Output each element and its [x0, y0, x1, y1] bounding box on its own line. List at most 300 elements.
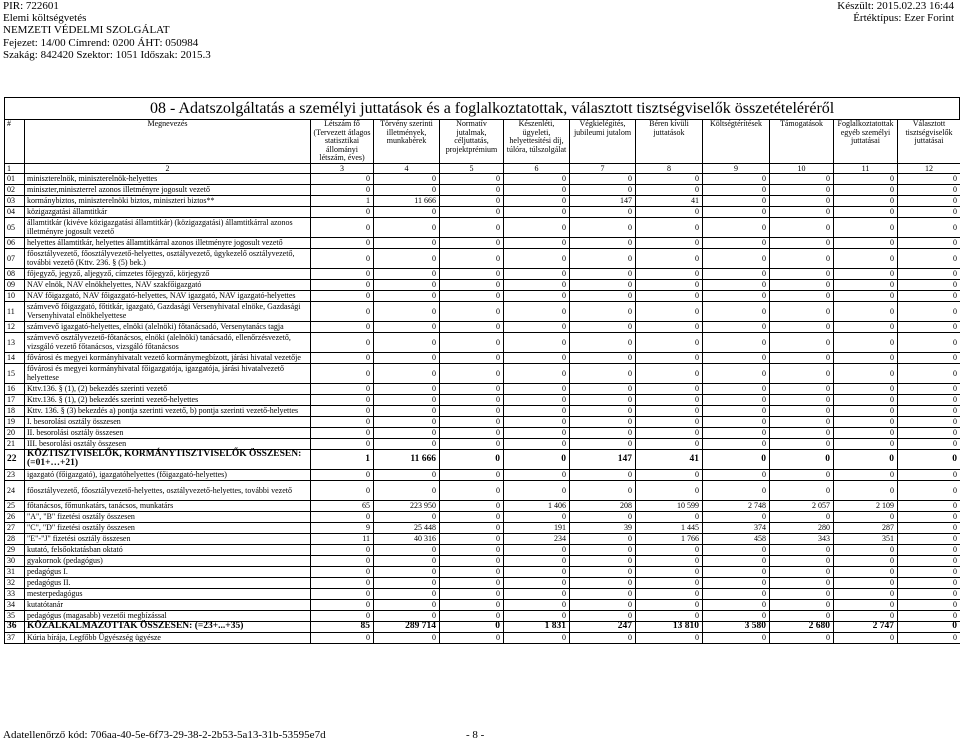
- value-cell: 0: [834, 290, 898, 301]
- value-cell: 0: [703, 301, 770, 321]
- value-cell: 0: [636, 363, 703, 383]
- value-cell: 208: [570, 500, 636, 511]
- row-name: kutató, felsőoktatásban oktató: [25, 544, 311, 555]
- value-cell: 0: [311, 632, 374, 643]
- value-cell: 0: [570, 173, 636, 184]
- value-cell: 0: [311, 248, 374, 268]
- value-cell: 0: [703, 173, 770, 184]
- value-cell: 0: [703, 555, 770, 566]
- value-cell: 0: [374, 173, 440, 184]
- value-cell: 0: [898, 248, 960, 268]
- value-cell: 0: [898, 405, 960, 416]
- value-cell: 0: [834, 268, 898, 279]
- value-cell: 0: [440, 632, 504, 643]
- row-name: KÖZALKALMAZOTTAK ÖSSZESEN: (=23+...+35): [25, 621, 311, 632]
- column-number: 11: [834, 163, 898, 173]
- value-cell: 0: [570, 533, 636, 544]
- value-cell: 0: [703, 363, 770, 383]
- column-header: Törvény szerinti illetmények, munkabérek: [374, 120, 440, 164]
- table-row: [5, 555, 960, 566]
- value-cell: 0: [570, 555, 636, 566]
- value-cell: 0: [898, 621, 960, 632]
- value-cell: 0: [834, 173, 898, 184]
- row-name: kutatótanár: [25, 599, 311, 610]
- value-cell: 0: [834, 449, 898, 469]
- value-cell: 0: [440, 416, 504, 427]
- value-cell: 0: [504, 610, 570, 621]
- value-cell: 0: [636, 438, 703, 449]
- value-cell: 0: [898, 184, 960, 195]
- value-cell: 0: [440, 480, 504, 500]
- value-cell: 0: [311, 184, 374, 195]
- value-cell: 0: [636, 248, 703, 268]
- column-header: Béren kívüli juttatások: [636, 120, 703, 164]
- value-cell: 0: [374, 290, 440, 301]
- report-header-right: [837, 0, 954, 24]
- value-cell: 0: [636, 632, 703, 643]
- table-row: [5, 438, 960, 449]
- table-row: [5, 248, 960, 268]
- row-number: 31: [5, 566, 25, 577]
- sector-info: Szakág: 842420 Szektor: 1051 Időszak: 2015.3: [3, 48, 211, 61]
- value-cell: 1: [311, 195, 374, 206]
- table-row: [5, 352, 960, 363]
- value-cell: 2 680: [770, 621, 834, 632]
- value-cell: 0: [703, 332, 770, 352]
- value-cell: 0: [898, 555, 960, 566]
- value-cell: 0: [374, 555, 440, 566]
- table-row: [5, 279, 960, 290]
- value-cell: 0: [770, 588, 834, 599]
- value-cell: 0: [898, 195, 960, 206]
- value-cell: 0: [374, 237, 440, 248]
- value-cell: 0: [504, 184, 570, 195]
- value-cell: 0: [703, 290, 770, 301]
- value-cell: 0: [770, 383, 834, 394]
- value-cell: 0: [440, 195, 504, 206]
- value-cell: 0: [374, 217, 440, 237]
- value-cell: 0: [770, 610, 834, 621]
- value-cell: 2 109: [834, 500, 898, 511]
- row-name: Kttv.136. § (1), (2) bekezdés szerinti vezető-helyettes: [25, 394, 311, 405]
- value-cell: 0: [570, 610, 636, 621]
- column-header: Foglalkoztatottak egyéb személyi juttatásai: [834, 120, 898, 164]
- value-cell: 41: [636, 449, 703, 469]
- value-cell: 0: [570, 279, 636, 290]
- value-cell: 0: [440, 533, 504, 544]
- value-cell: 0: [504, 217, 570, 237]
- value-cell: 0: [570, 511, 636, 522]
- table-row: [5, 217, 960, 237]
- column-header: #: [5, 120, 25, 164]
- value-cell: 0: [636, 577, 703, 588]
- value-cell: 0: [440, 383, 504, 394]
- value-cell: 0: [770, 301, 834, 321]
- report-header-left: [3, 0, 211, 61]
- value-cell: 0: [898, 394, 960, 405]
- row-number: 03: [5, 195, 25, 206]
- value-cell: 0: [440, 438, 504, 449]
- value-cell: 0: [311, 332, 374, 352]
- value-cell: 0: [311, 555, 374, 566]
- value-cell: 0: [570, 416, 636, 427]
- value-cell: 0: [834, 566, 898, 577]
- column-header: Normatív jutalmak, céljuttatás, projektprémium: [440, 120, 504, 164]
- table-row: [5, 522, 960, 533]
- row-number: 34: [5, 599, 25, 610]
- row-number: 06: [5, 237, 25, 248]
- table-body: [5, 173, 960, 643]
- value-cell: 0: [311, 588, 374, 599]
- value-cell: 0: [703, 416, 770, 427]
- row-number: 04: [5, 206, 25, 217]
- value-cell: 0: [311, 279, 374, 290]
- value-cell: 0: [374, 352, 440, 363]
- row-name: pedagógus I.: [25, 566, 311, 577]
- value-cell: 0: [311, 394, 374, 405]
- value-cell: 0: [504, 383, 570, 394]
- value-cell: 0: [636, 268, 703, 279]
- value-cell: 0: [570, 599, 636, 610]
- value-cell: 0: [570, 184, 636, 195]
- value-cell: 0: [703, 383, 770, 394]
- column-number: 1: [5, 163, 25, 173]
- row-number: 16: [5, 383, 25, 394]
- value-cell: 0: [898, 533, 960, 544]
- row-number: 08: [5, 268, 25, 279]
- value-cell: 0: [570, 321, 636, 332]
- value-cell: 0: [636, 332, 703, 352]
- value-cell: 2 057: [770, 500, 834, 511]
- value-cell: 0: [770, 279, 834, 290]
- value-cell: 0: [703, 394, 770, 405]
- value-cell: 0: [898, 321, 960, 332]
- table-row: [5, 268, 960, 279]
- value-cell: 0: [898, 416, 960, 427]
- table-row: [5, 449, 960, 469]
- value-cell: 0: [311, 511, 374, 522]
- value-cell: 0: [570, 577, 636, 588]
- value-cell: 0: [898, 566, 960, 577]
- value-cell: 0: [374, 383, 440, 394]
- value-cell: 0: [311, 469, 374, 480]
- value-cell: 0: [834, 511, 898, 522]
- value-cell: 41: [636, 195, 703, 206]
- row-name: I. besorolási osztály összesen: [25, 416, 311, 427]
- value-cell: 0: [504, 566, 570, 577]
- row-name: Kttv.136. § (1), (2) bekezdés szerinti vezető: [25, 383, 311, 394]
- value-cell: 0: [834, 248, 898, 268]
- column-number: 3: [311, 163, 374, 173]
- organization-name: NEMZETI VÉDELMI SZOLGÁLAT: [3, 24, 170, 37]
- value-cell: 0: [504, 469, 570, 480]
- row-number: 11: [5, 301, 25, 321]
- table-row: [5, 544, 960, 555]
- row-name: helyettes államtitkár, helyettes államtitkárral azonos illetményre jogosult vezető: [25, 237, 311, 248]
- column-header: Költségtérítések: [703, 120, 770, 164]
- column-header: Készenléti, ügyeleti, helyettesítési díj, túlóra, túlszolgálat: [504, 120, 570, 164]
- value-cell: 0: [703, 566, 770, 577]
- value-cell: 0: [703, 588, 770, 599]
- value-cell: 0: [834, 363, 898, 383]
- value-cell: 0: [440, 469, 504, 480]
- row-name: II. besorolási osztály összesen: [25, 427, 311, 438]
- value-cell: 0: [570, 544, 636, 555]
- table-row: [5, 321, 960, 332]
- value-cell: 0: [703, 427, 770, 438]
- value-cell: 0: [898, 438, 960, 449]
- column-number: 4: [374, 163, 440, 173]
- value-cell: 0: [770, 566, 834, 577]
- value-cell: 0: [703, 206, 770, 217]
- value-cell: 0: [440, 427, 504, 438]
- value-cell: 0: [374, 599, 440, 610]
- value-cell: 11 666: [374, 195, 440, 206]
- value-cell: 0: [898, 206, 960, 217]
- value-cell: 0: [374, 438, 440, 449]
- value-cell: 0: [504, 588, 570, 599]
- value-cell: 0: [703, 279, 770, 290]
- value-cell: 0: [703, 610, 770, 621]
- value-cell: 2 748: [703, 500, 770, 511]
- value-cell: 0: [898, 427, 960, 438]
- table-row: [5, 621, 960, 632]
- value-cell: 0: [570, 394, 636, 405]
- value-cell: 0: [504, 555, 570, 566]
- value-cell: 0: [504, 173, 570, 184]
- value-cell: 0: [834, 184, 898, 195]
- column-number: 8: [636, 163, 703, 173]
- table-row: [5, 577, 960, 588]
- row-number: 09: [5, 279, 25, 290]
- value-cell: 0: [834, 195, 898, 206]
- row-name: miniszter,miniszterrel azonos illetményre jogosult vezető: [25, 184, 311, 195]
- value-cell: 0: [636, 173, 703, 184]
- pir-id: PIR: 722601: [3, 0, 59, 12]
- row-number: 17: [5, 394, 25, 405]
- value-cell: 0: [504, 321, 570, 332]
- value-cell: 280: [770, 522, 834, 533]
- value-cell: 0: [834, 632, 898, 643]
- value-cell: 0: [703, 511, 770, 522]
- row-name: Kttv. 136. § (3) bekezdés a) pontja szerinti vezető, b) pontja szerinti vezető-helyettes: [25, 405, 311, 416]
- column-header: Támogatások: [770, 120, 834, 164]
- value-cell: 0: [570, 588, 636, 599]
- row-name: közigazgatási államtitkár: [25, 206, 311, 217]
- value-cell: 0: [504, 427, 570, 438]
- value-cell: 0: [570, 632, 636, 643]
- value-cell: 0: [834, 332, 898, 352]
- chapter-info: Fejezet: 14/00 Címrend: 0200 ÁHT: 050984: [3, 36, 199, 49]
- value-cell: 0: [440, 588, 504, 599]
- value-cell: 0: [636, 416, 703, 427]
- row-name: Kúria bírája, Legfőbb Ügyészség ügyésze: [25, 632, 311, 643]
- value-cell: 0: [834, 301, 898, 321]
- row-number: 26: [5, 511, 25, 522]
- value-cell: 0: [834, 427, 898, 438]
- value-type: Értéktípus: Ezer Forint: [853, 12, 954, 25]
- row-name: számvevő főigazgató, főtitkár, igazgató, Gazdasági Versenyhivatal elnöke, Gazdasági Versenyhivatal elnökhelyettese: [25, 301, 311, 321]
- value-cell: 0: [636, 394, 703, 405]
- value-cell: 0: [898, 632, 960, 643]
- value-cell: 0: [770, 352, 834, 363]
- value-cell: 0: [504, 438, 570, 449]
- value-cell: 0: [374, 544, 440, 555]
- value-cell: 0: [311, 599, 374, 610]
- column-header: Végkielégítés, jubileumi jutalom: [570, 120, 636, 164]
- row-number: 37: [5, 632, 25, 643]
- value-cell: 0: [834, 588, 898, 599]
- value-cell: 10 599: [636, 500, 703, 511]
- value-cell: 0: [440, 217, 504, 237]
- value-cell: 0: [636, 511, 703, 522]
- table-row: [5, 588, 960, 599]
- value-cell: 0: [374, 480, 440, 500]
- value-cell: 0: [311, 363, 374, 383]
- table-row: [5, 480, 960, 500]
- value-cell: 0: [440, 290, 504, 301]
- value-cell: 0: [504, 577, 570, 588]
- value-cell: 0: [770, 469, 834, 480]
- column-header: Megnevezés: [25, 120, 311, 164]
- column-number: 6: [504, 163, 570, 173]
- value-cell: 0: [770, 577, 834, 588]
- row-name: "A", "B" fizetési osztály összesen: [25, 511, 311, 522]
- column-header: Választott tisztségviselők juttatásai: [898, 120, 960, 164]
- value-cell: 0: [834, 416, 898, 427]
- row-number: 01: [5, 173, 25, 184]
- value-cell: 0: [504, 405, 570, 416]
- value-cell: 0: [770, 599, 834, 610]
- value-cell: 1 406: [504, 500, 570, 511]
- value-cell: 0: [440, 566, 504, 577]
- value-cell: 0: [504, 206, 570, 217]
- value-cell: 0: [898, 449, 960, 469]
- value-cell: 0: [440, 577, 504, 588]
- row-number: 33: [5, 588, 25, 599]
- value-cell: 0: [770, 438, 834, 449]
- value-cell: 0: [834, 480, 898, 500]
- value-cell: 0: [770, 416, 834, 427]
- value-cell: 0: [311, 352, 374, 363]
- value-cell: 0: [504, 195, 570, 206]
- value-cell: 0: [834, 383, 898, 394]
- value-cell: 0: [770, 268, 834, 279]
- page-number: - 8 -: [466, 729, 485, 741]
- value-cell: 0: [311, 544, 374, 555]
- page-title: 08 - Adatszolgáltatás a személyi juttatások és a foglalkoztatottak, választott tisztségviselők összetételéréről: [150, 100, 835, 117]
- table-row: [5, 405, 960, 416]
- value-cell: 0: [636, 237, 703, 248]
- value-cell: 0: [374, 632, 440, 643]
- value-cell: 0: [440, 500, 504, 511]
- value-cell: 0: [374, 416, 440, 427]
- value-cell: 0: [504, 544, 570, 555]
- value-cell: 0: [636, 599, 703, 610]
- value-cell: 0: [770, 449, 834, 469]
- value-cell: 0: [374, 394, 440, 405]
- row-number: 02: [5, 184, 25, 195]
- column-number-row: [5, 163, 960, 173]
- check-code: Adatellenőrző kód: 706aa-40-5e-6f73-29-38-2-2b53-5a13-31b-53595e7d: [3, 729, 326, 741]
- value-cell: 0: [374, 566, 440, 577]
- value-cell: 0: [834, 405, 898, 416]
- value-cell: 0: [636, 217, 703, 237]
- value-cell: 0: [770, 248, 834, 268]
- value-cell: 0: [311, 301, 374, 321]
- value-cell: 0: [834, 352, 898, 363]
- row-name: "C", "D" fizetési osztály összesen: [25, 522, 311, 533]
- row-number: 25: [5, 500, 25, 511]
- row-name: államtitkár (kivéve közigazgatási államtitkár) (közigazgatási) államtitkárral azonos illetményre jogosult vezető: [25, 217, 311, 237]
- value-cell: 0: [311, 577, 374, 588]
- row-number: 36: [5, 621, 25, 632]
- value-cell: 0: [703, 449, 770, 469]
- value-cell: 0: [770, 632, 834, 643]
- value-cell: 0: [770, 480, 834, 500]
- value-cell: 0: [636, 206, 703, 217]
- value-cell: 0: [504, 248, 570, 268]
- value-cell: 0: [636, 610, 703, 621]
- value-cell: 0: [440, 511, 504, 522]
- row-name: főtanácsos, főmunkatárs, tanácsos, munkatárs: [25, 500, 311, 511]
- value-cell: 0: [570, 427, 636, 438]
- row-number: 28: [5, 533, 25, 544]
- title-box: [4, 97, 960, 120]
- value-cell: 0: [570, 469, 636, 480]
- table-row: [5, 469, 960, 480]
- value-cell: 0: [504, 268, 570, 279]
- value-cell: 0: [834, 237, 898, 248]
- value-cell: 0: [703, 321, 770, 332]
- value-cell: 1 445: [636, 522, 703, 533]
- table-row: [5, 599, 960, 610]
- value-cell: 0: [570, 268, 636, 279]
- value-cell: 0: [703, 405, 770, 416]
- value-cell: 0: [570, 363, 636, 383]
- value-cell: 0: [440, 352, 504, 363]
- value-cell: 0: [703, 268, 770, 279]
- value-cell: 3 580: [703, 621, 770, 632]
- value-cell: 0: [311, 405, 374, 416]
- row-name: gyakornok (pedagógus): [25, 555, 311, 566]
- value-cell: 0: [636, 427, 703, 438]
- value-cell: 234: [504, 533, 570, 544]
- row-name: III. besorolási osztály összesen: [25, 438, 311, 449]
- value-cell: 0: [703, 469, 770, 480]
- value-cell: 0: [898, 599, 960, 610]
- column-number: 7: [570, 163, 636, 173]
- value-cell: 0: [770, 332, 834, 352]
- value-cell: 0: [311, 480, 374, 500]
- row-name: számvevő osztályvezető-főtanácsos, elnöki (alelnöki) tanácsadó, ellenőrzésvezető, vizsgáló vezető főtanácsos, vizsgáló főtanácsos: [25, 332, 311, 352]
- value-cell: 0: [636, 301, 703, 321]
- value-cell: 0: [770, 427, 834, 438]
- row-number: 29: [5, 544, 25, 555]
- value-cell: 0: [703, 577, 770, 588]
- value-cell: 0: [504, 279, 570, 290]
- value-cell: 0: [703, 195, 770, 206]
- value-cell: 25 448: [374, 522, 440, 533]
- value-cell: 0: [570, 480, 636, 500]
- value-cell: 0: [440, 237, 504, 248]
- value-cell: 0: [636, 383, 703, 394]
- value-cell: 0: [703, 217, 770, 237]
- value-cell: 0: [898, 332, 960, 352]
- value-cell: 0: [636, 469, 703, 480]
- row-number: 24: [5, 480, 25, 500]
- value-cell: 39: [570, 522, 636, 533]
